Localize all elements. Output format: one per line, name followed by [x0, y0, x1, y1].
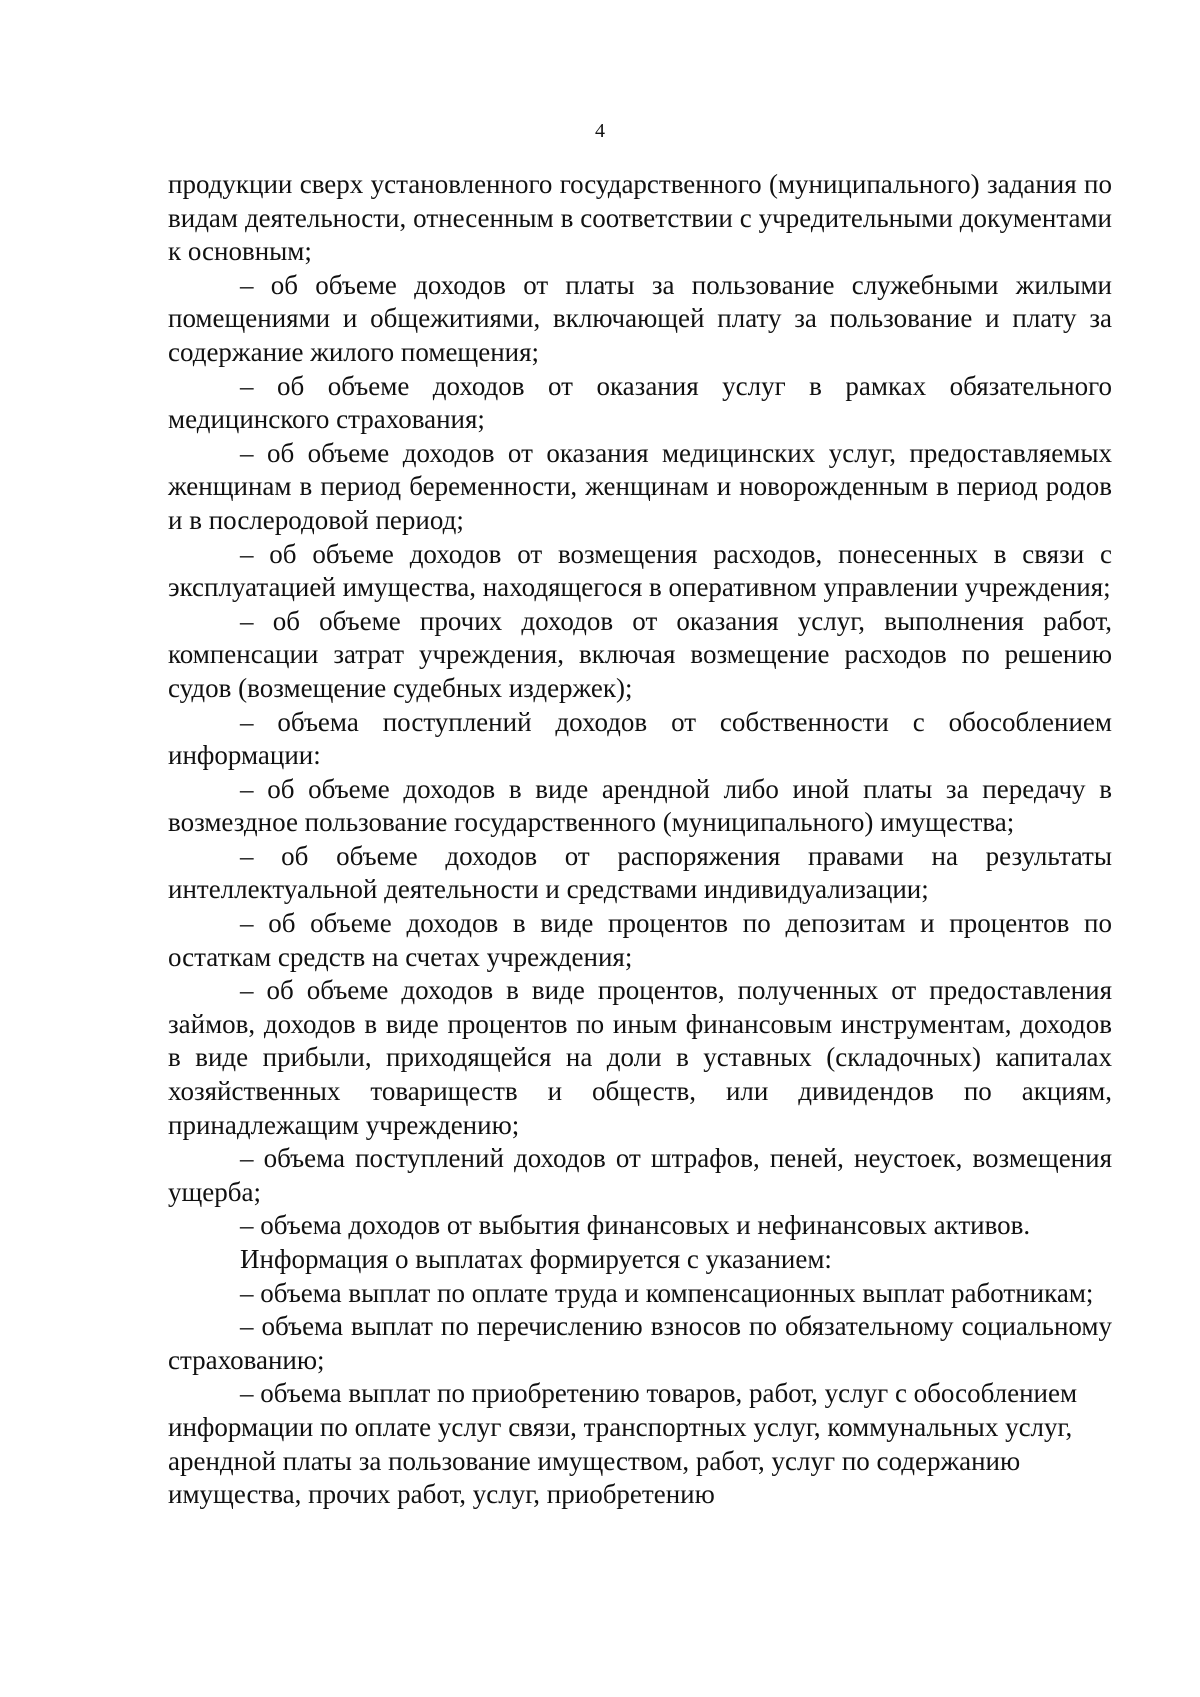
- page-number: 4: [595, 120, 605, 142]
- paragraph: – об объеме доходов от оказания медицинских услуг, предоставляемых женщинам в период беременности, женщинам и новорожденным в период родов и в послеродовой период;: [168, 437, 1112, 535]
- paragraph: – об объеме доходов в виде арендной либо иной платы за передачу в возмездное пользование государственного (муниципального) имущества;: [168, 773, 1112, 838]
- paragraph: продукции сверх установленного государственного (муниципального) задания по видам деятельности, отнесенным в соответствии с учредительными документами к основным;: [168, 169, 1112, 267]
- document-body: [168, 168, 1112, 1512]
- paragraph: – объема выплат по приобретению товаров, работ, услуг с обособлением информации по оплате услуг связи, транспортных услуг, коммунальных услуг, арендной платы за пользование имуществом, работ, услуг по содержанию имущества, прочих работ, услуг, приобретению: [168, 1378, 1078, 1510]
- paragraph: – об объеме доходов в виде процентов по депозитам и процентов по остаткам средств на счетах учреждения;: [168, 908, 1112, 972]
- paragraph: Информация о выплатах формируется с указанием:: [240, 1244, 832, 1274]
- paragraph: – объема поступлений доходов от собственности с обособлением информации:: [168, 706, 1112, 771]
- paragraph: – об объеме доходов от возмещения расходов, понесенных в связи с эксплуатацией имущества, находящегося в оперативном управлении учреждения;: [168, 538, 1112, 603]
- paragraph: – объема доходов от выбытия финансовых и нефинансовых активов.: [240, 1210, 1031, 1241]
- paragraph: – объема выплат по оплате труда и компенсационных выплат работникам;: [240, 1277, 1094, 1308]
- paragraph: – об объеме прочих доходов от оказания услуг, выполнения работ, компенсации затрат учреждения, включая возмещение расходов по решению судов (возмещение судебных издержек);: [168, 605, 1112, 703]
- paragraph: – объема поступлений доходов от штрафов, пеней, неустоек, возмещения ущерба;: [168, 1143, 1112, 1207]
- paragraph: – об объеме доходов от оказания услуг в рамках обязательного медицинского страхования;: [168, 370, 1112, 435]
- paragraph: – объема выплат по перечислению взносов по обязательному социальному страхованию;: [168, 1311, 1112, 1375]
- paragraph: – об объеме доходов от распоряжения правами на результаты интеллектуальной деятельности и средствами индивидуализации;: [168, 840, 1112, 905]
- paragraph: – об объеме доходов в виде процентов, полученных от предоставления займов, доходов в виде процентов по иным финансовым инструментам, доходов в виде прибыли, приходящейся на доли в уставных (складочных) капиталах хозяйственных товариществ и обществ, или дивидендов по акциям, принадлежащим учреждению;: [168, 975, 1112, 1140]
- paragraph: – об объеме доходов от платы за пользование служебными жилыми помещениями и общежитиями, включающей плату за пользование и плату за содержание жилого помещения;: [168, 269, 1112, 367]
